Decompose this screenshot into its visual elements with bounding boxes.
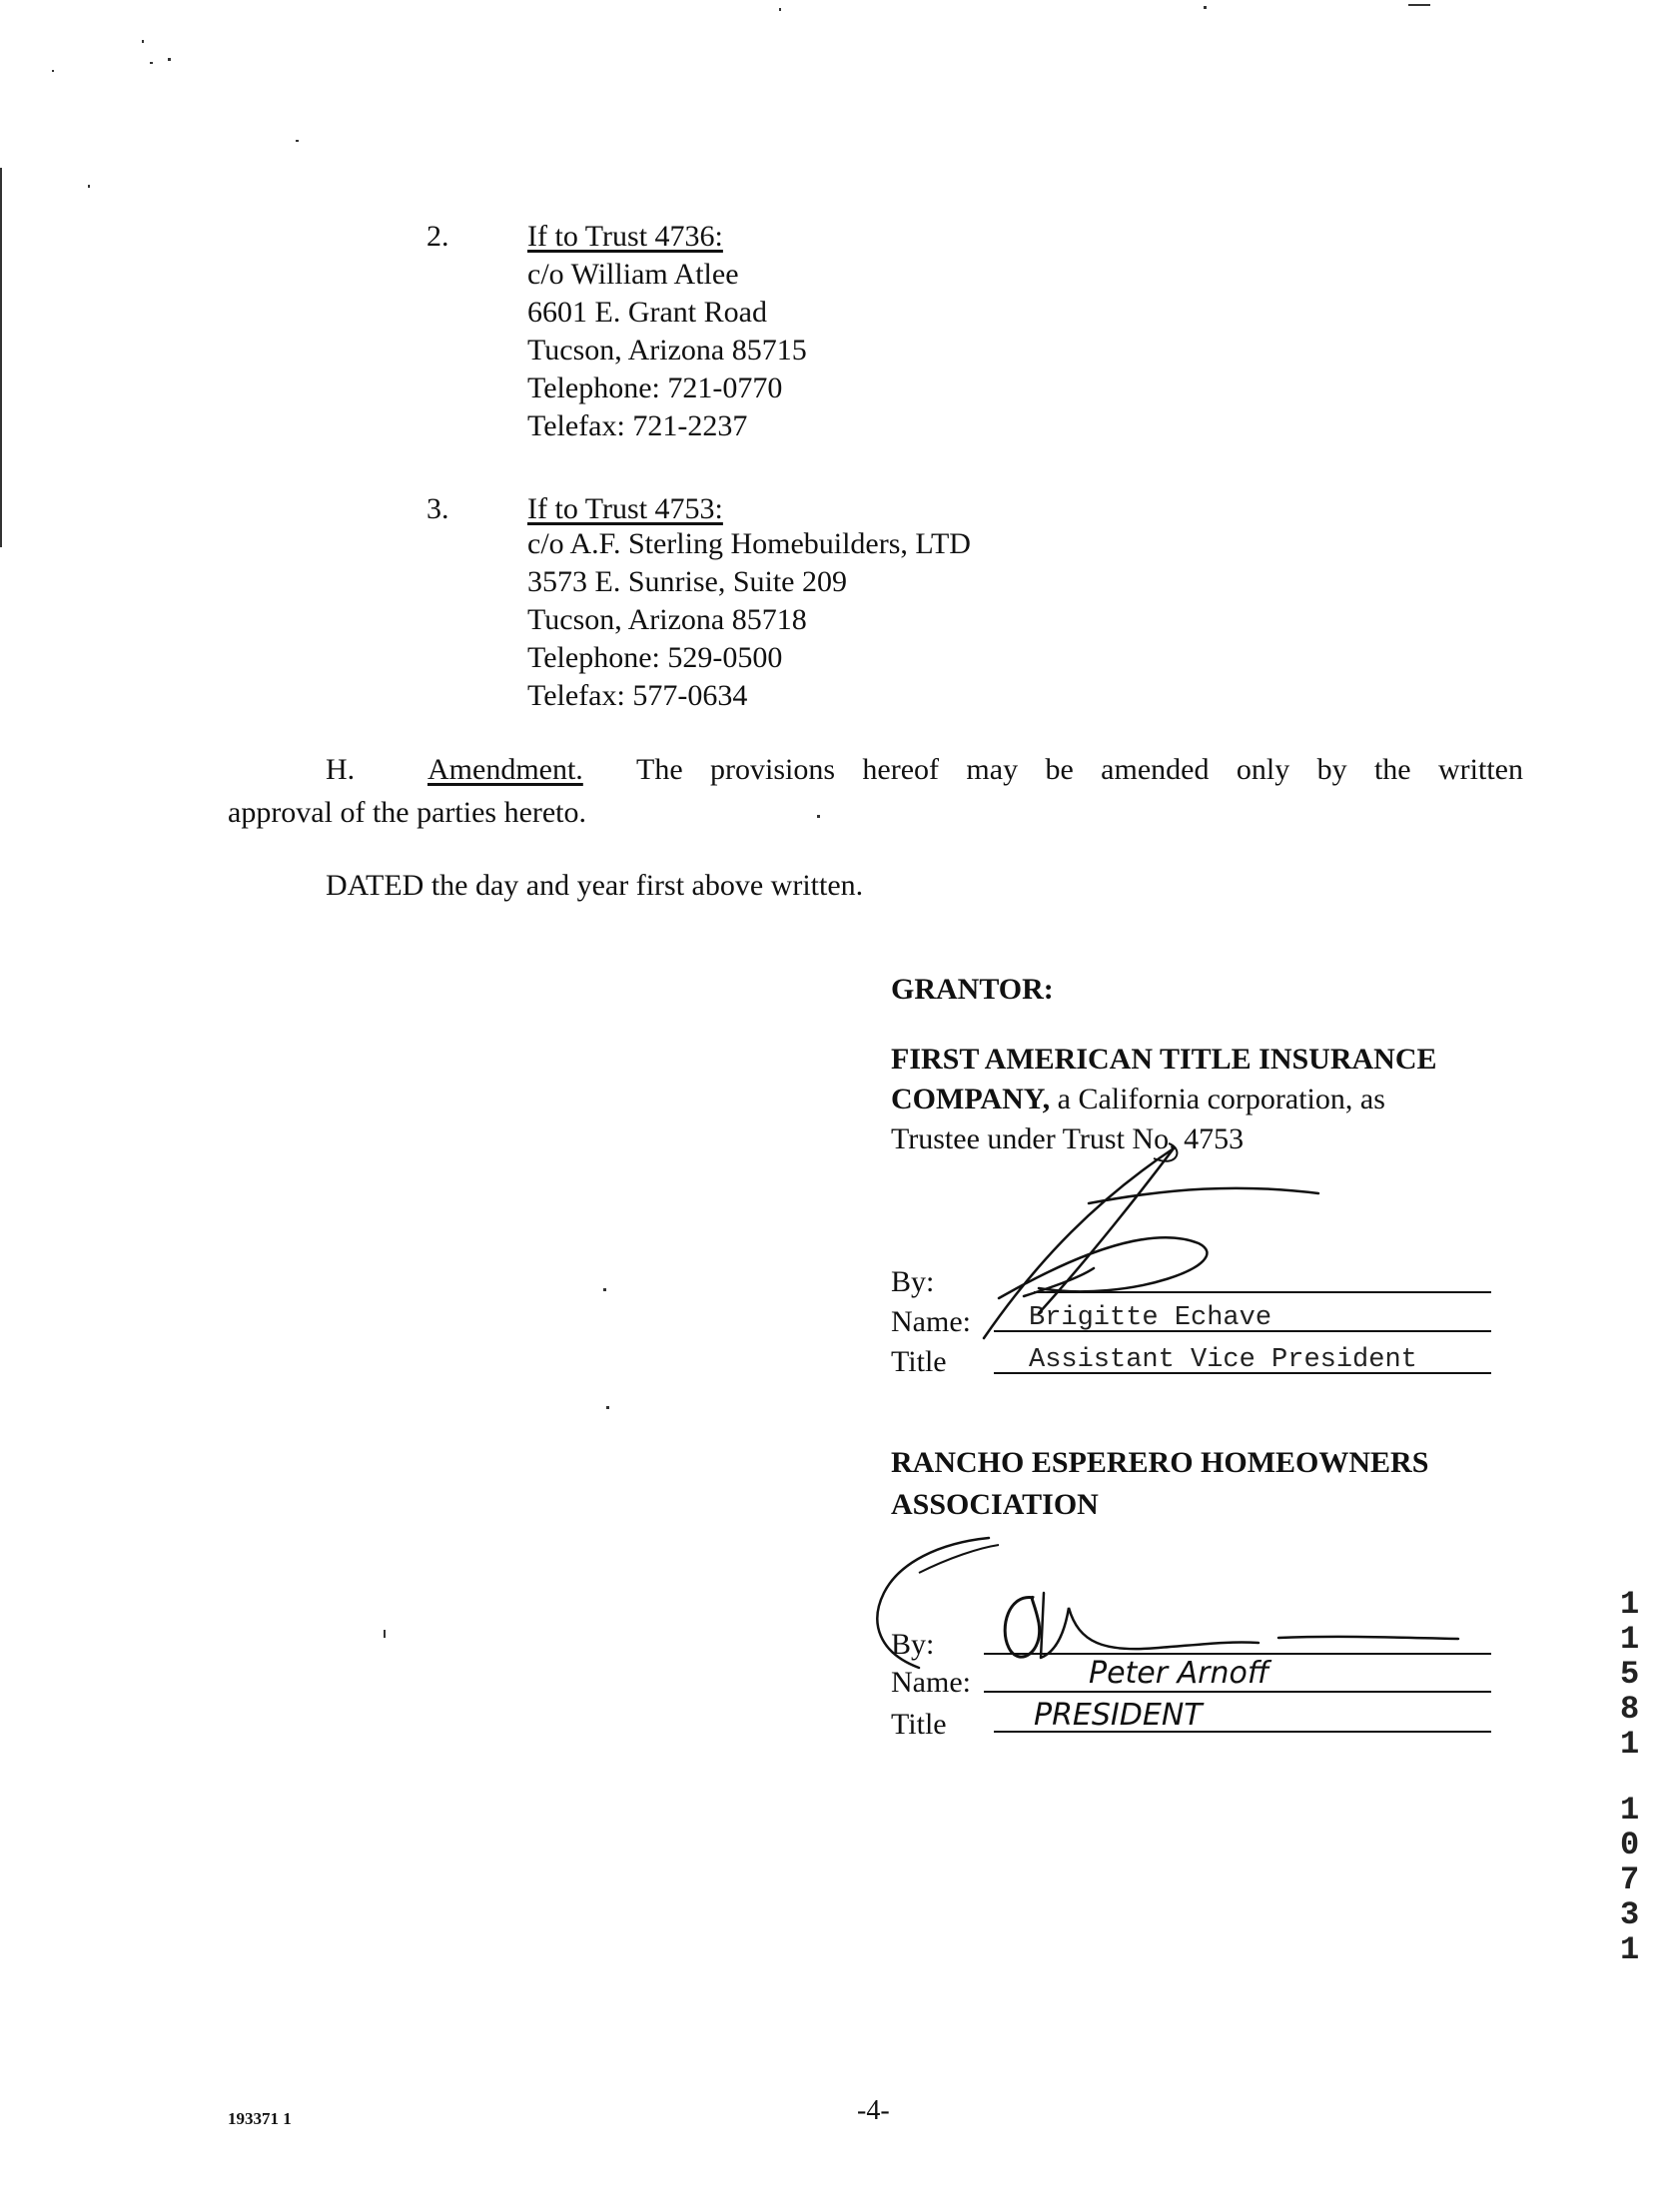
section-text: approval of the parties hereto. [228,796,587,829]
by-label: By: [891,1265,935,1298]
recording-digit: 1 [1620,1792,1640,1829]
scan-speck [142,40,144,43]
notice-heading: If to Trust 4736: [527,220,723,253]
grantor-label: GRANTOR: [891,973,1054,1006]
section-text: The provisions hereof may be amended only by the written [636,753,1523,786]
document-number: 193371 1 [228,2109,292,2128]
recording-digit: 1 [1620,1931,1640,1968]
title-line [994,1731,1491,1733]
scan-speck [1408,4,1430,6]
section-letter: H. [326,753,356,786]
signer-name: Brigitte Echave [1029,1303,1272,1333]
scan-speck [168,58,171,61]
name-label: Name: [891,1305,971,1338]
association-name: ASSOCIATION [891,1488,1099,1521]
address-line: Tucson, Arizona 85718 [527,603,807,636]
dated-clause: DATED the day and year first above written. [326,869,864,902]
address-line: 3573 E. Sunrise, Suite 209 [527,565,847,598]
signer-title: Assistant Vice President [1029,1345,1417,1375]
address-line: c/o A.F. Sterling Homebuilders, LTD [527,527,971,560]
signature-scribble [939,1128,1338,1388]
title-label: Title [891,1345,947,1378]
signer-name: Peter Arnoff [1089,1656,1269,1691]
scan-edge-line [0,168,2,547]
notice-number: 2. [426,220,449,253]
recording-digit: 1 [1620,1621,1640,1658]
scan-speck [606,1406,609,1409]
grantor-company-name: COMPANY, [891,1083,1051,1115]
notice-heading: If to Trust 4753: [527,492,723,525]
page-number: -4- [857,2095,890,2126]
signer-title: PRESIDENT [1034,1698,1203,1733]
grantor-company: FIRST AMERICAN TITLE INSURANCE [891,1043,1437,1076]
telephone-line: Telephone: 721-0770 [527,371,783,404]
telefax-line: Telefax: 721-2237 [527,409,748,442]
telefax-line: Telefax: 577-0634 [527,679,748,712]
address-line: 6601 E. Grant Road [527,296,767,329]
section-title: Amendment. [427,753,583,786]
title-label: Title [891,1708,947,1741]
recording-digit: 3 [1620,1896,1640,1933]
address-line: Tucson, Arizona 85715 [527,334,807,367]
grantor-trust: Trustee under Trust No. 4753 [891,1122,1245,1155]
grantor-company [891,1081,1385,1118]
notice-number: 3. [426,492,449,525]
telephone-line: Telephone: 529-0500 [527,641,783,674]
recording-digit: 8 [1620,1691,1640,1728]
grantor-company-desc: a California corporation, as [1050,1083,1385,1115]
scan-speck [88,185,90,188]
signature-scribble [859,1533,1498,1693]
scan-speck [384,1630,386,1638]
recording-digit: 7 [1620,1861,1640,1898]
recording-digit: 5 [1620,1656,1640,1693]
name-label: Name: [891,1666,971,1699]
scan-speck [603,1288,606,1291]
recording-digit: 1 [1620,1726,1640,1763]
scan-speck [817,815,820,818]
recording-digit: 1 [1620,1586,1640,1623]
association-name: RANCHO ESPERERO HOMEOWNERS [891,1446,1429,1479]
by-label: By: [891,1628,935,1661]
scan-speck [296,140,299,142]
scan-speck [150,62,153,64]
scan-speck [779,8,781,11]
scan-speck [1204,6,1207,9]
recording-digit: 0 [1620,1827,1640,1863]
address-line: c/o William Atlee [527,258,739,291]
scan-speck [52,70,54,72]
